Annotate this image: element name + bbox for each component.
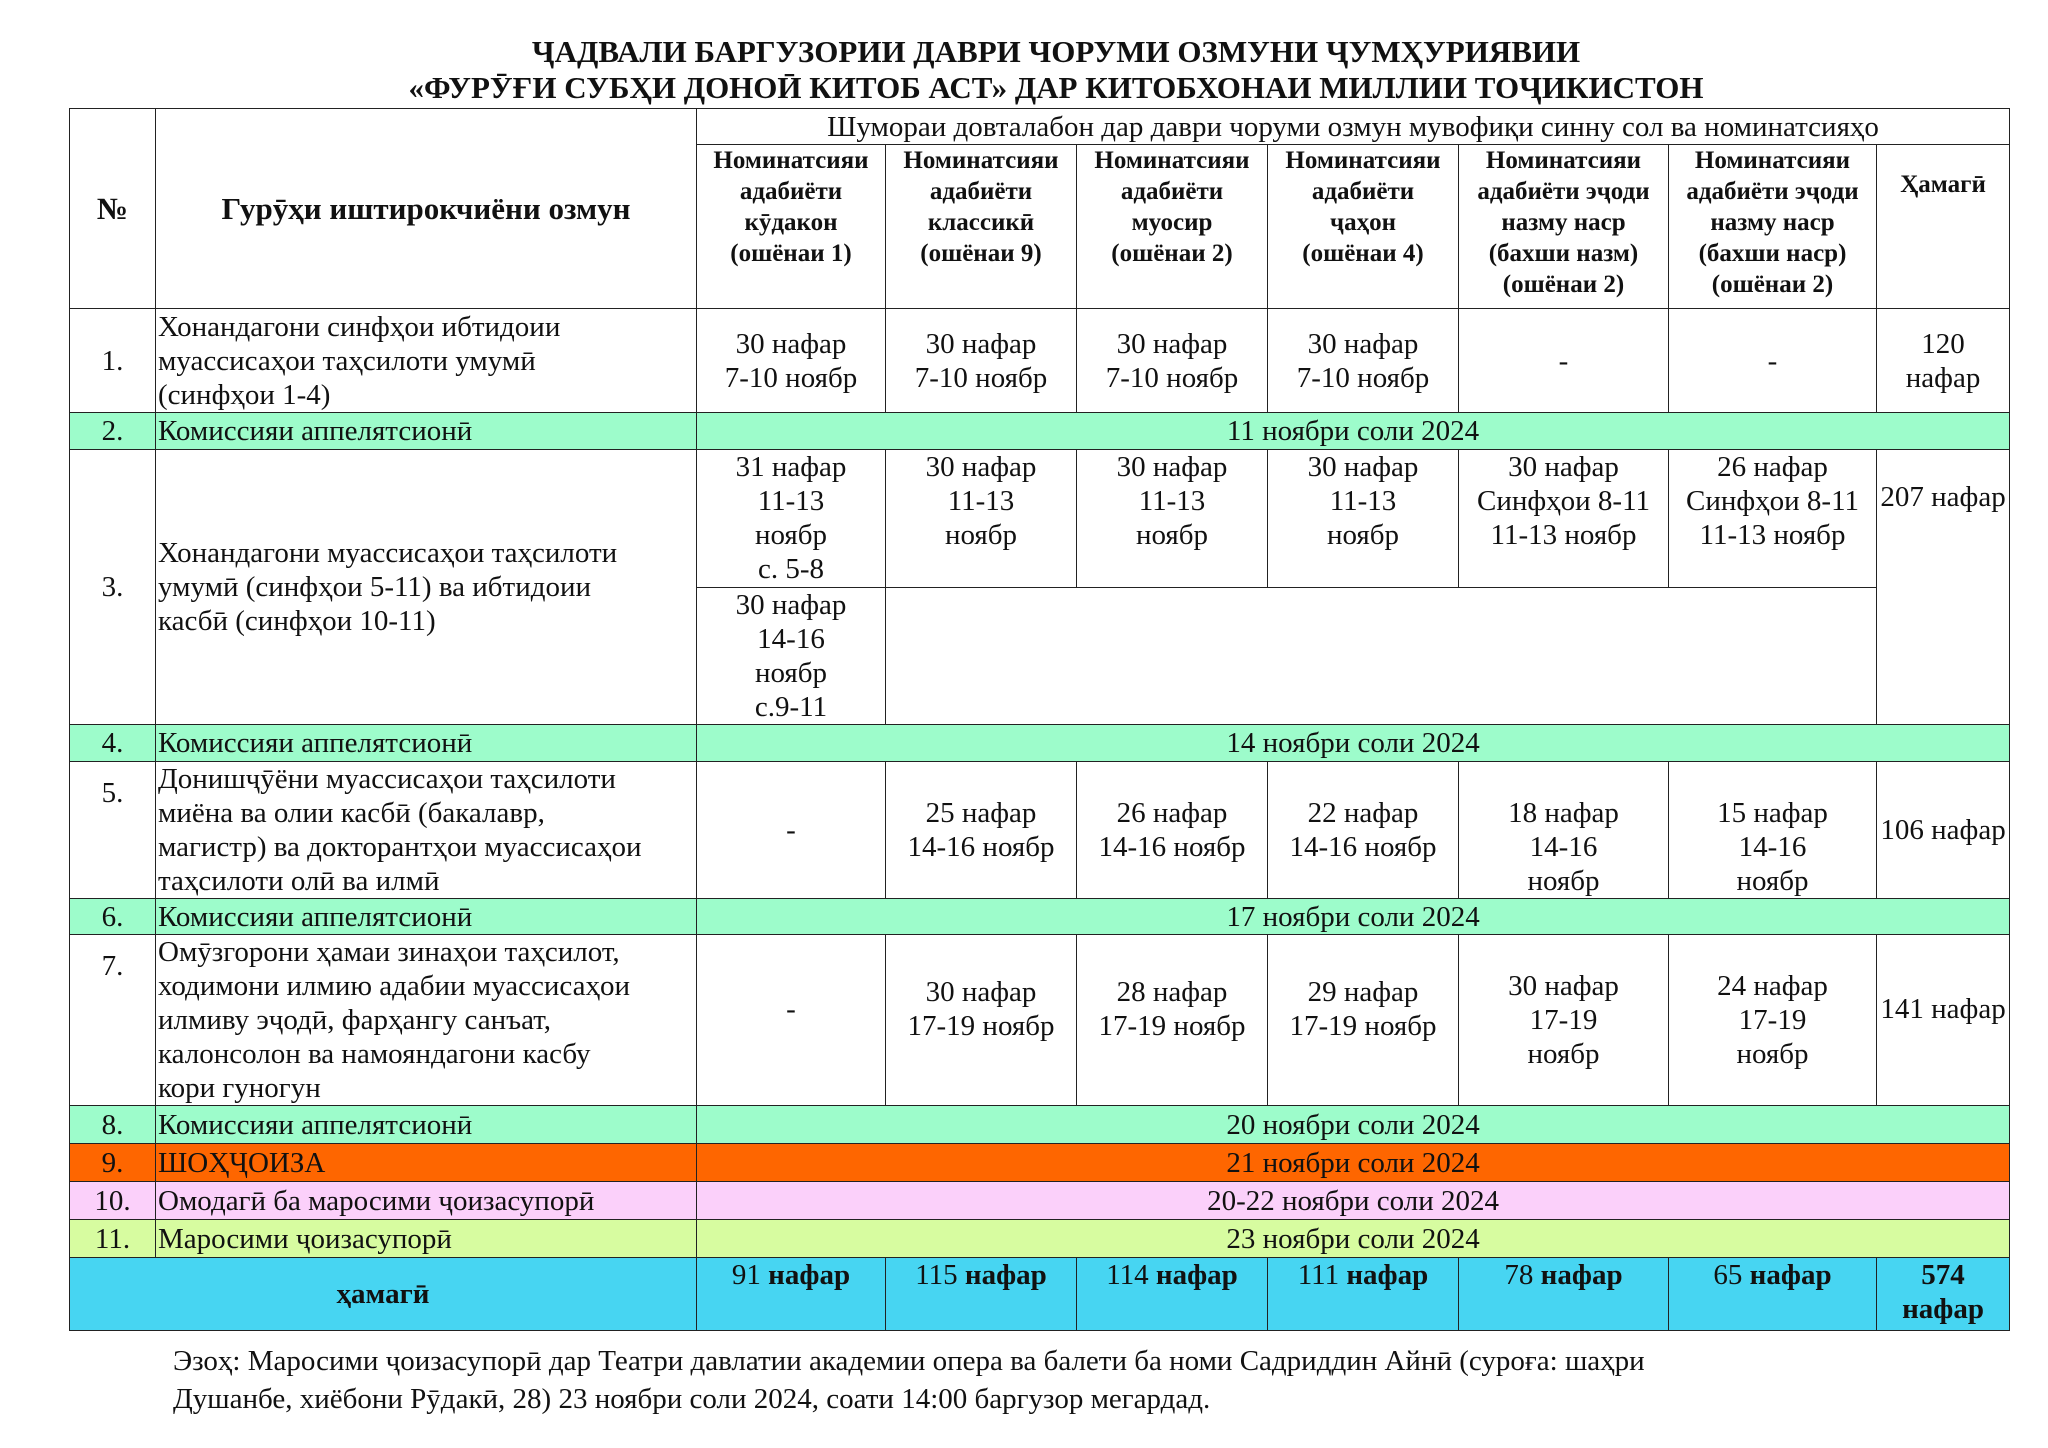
total-cell: 65 нафар (1669, 1258, 1877, 1331)
document-title-line2: «ФУРӮҒИ СУБҲИ ДОНОӢ КИТОБ АСТ» ДАР КИТОБХОНАИ МИЛЛИИ ТОҶИКИСТОН (408, 70, 1704, 105)
row-date: 23 ноябри соли 2024 (697, 1220, 2010, 1258)
total-cell: 91 нафар (697, 1258, 886, 1331)
table-cell: 26 нафар 14-16 ноябр (1077, 762, 1268, 899)
table-cell: 30 нафар 11-13 ноябр (1268, 450, 1459, 588)
header-nomination-4: Номинатсияи адабиёти ҷаҳон (ошёнаи 4) (1268, 145, 1459, 309)
footnote-line2: Душанбе, хиёбони Рӯдакӣ, 28) 23 ноябри соли 2024, соати 14:00 баргузор мегардад. (173, 1383, 1211, 1415)
table-cell: 30 нафар 11-13 ноябр (1077, 450, 1268, 588)
table-cell: 22 нафар 14-16 ноябр (1268, 762, 1459, 899)
table-cell: 30 нафар Синфҳои 8-11 11-13 ноябр (1459, 450, 1669, 588)
row-number: 4. (70, 725, 156, 762)
row-group: Омодагӣ ба маросими ҷоизасупорӣ (156, 1182, 697, 1220)
grand-total: 574 нафар (1877, 1258, 2010, 1331)
document-title-line1: ҶАДВАЛИ БАРГУЗОРИИ ДАВРИ ЧОРУМИ ОЗМУНИ ҶУМҲУРИЯВИИ (531, 34, 1581, 69)
header-nomination-5: Номинатсияи адабиёти эҷоди назму наср (бахши назм) (ошёнаи 2) (1459, 145, 1669, 309)
total-cell: 114 нафар (1077, 1258, 1268, 1331)
table-cell: 28 нафар 17-19 ноябр (1077, 935, 1268, 1106)
table-cell: 18 нафар 14-16 ноябр (1459, 762, 1669, 899)
total-cell: 78 нафар (1459, 1258, 1669, 1331)
table-cell: - (697, 762, 886, 899)
table-row (70, 309, 2010, 413)
row-total: 120 нафар (1877, 309, 2010, 413)
total-cell: 111 нафар (1268, 1258, 1459, 1331)
footnote (173, 1342, 1933, 1418)
table-row (70, 762, 2010, 899)
row-number: 1. (70, 309, 156, 413)
header-nomination-3: Номинатсияи адабиёти муосир (ошёнаи 2) (1077, 145, 1268, 309)
row-group: ШОҲҶОИЗА (156, 1144, 697, 1182)
empty-cell (886, 588, 1877, 725)
totals-label: ҳамагӣ (70, 1258, 697, 1331)
row-group: Комиссияи аппелятсионӣ (156, 1106, 697, 1144)
row-number: 3. (70, 450, 156, 725)
table-cell: - (697, 935, 886, 1106)
row-group: Комиссияи аппелятсионӣ (156, 413, 697, 450)
row-group: Комиссияи аппелятсионӣ (156, 899, 697, 935)
table-row (70, 1106, 2010, 1144)
table-cell: 30 нафар 11-13 ноябр (886, 450, 1077, 588)
schedule-table (69, 108, 2010, 1331)
row-date: 17 ноябри соли 2024 (697, 899, 2010, 935)
table-cell: 30 нафар 7-10 ноябр (1268, 309, 1459, 413)
row-date: 21 ноябри соли 2024 (697, 1144, 2010, 1182)
row-number: 5. (70, 762, 156, 899)
table-cell: 31 нафар 11-13 ноябр с. 5-8 (697, 450, 886, 588)
row-group: Хонандагони муассисаҳои таҳсилоти умумӣ (синфҳои 5-11) ва ибтидоии касбӣ (синфҳои 10-11) (156, 450, 697, 725)
row-total: 207 нафар (1877, 450, 2010, 725)
footnote-line1: Эзоҳ: Маросими ҷоизасупорӣ дар Театри давлатии академии опера ва балети ба номи Садриддин Айнӣ (суроға: шаҳри (173, 1345, 1645, 1377)
table-cell: 30 нафар 7-10 ноябр (1077, 309, 1268, 413)
row-group: Хонандагони синфҳои ибтидоии муассисаҳои таҳсилоти умумӣ (синфҳои 1-4) (156, 309, 697, 413)
table-row (70, 899, 2010, 935)
table-cell: 25 нафар 14-16 ноябр (886, 762, 1077, 899)
table-row (70, 1182, 2010, 1220)
table-cell: 15 нафар 14-16 ноябр (1669, 762, 1877, 899)
row-date: 20-22 ноябри соли 2024 (697, 1182, 2010, 1220)
table-row (70, 1220, 2010, 1258)
header-nomination-2: Номинатсияи адабиёти классикӣ (ошёнаи 9) (886, 145, 1077, 309)
row-number: 8. (70, 1106, 156, 1144)
row-number: 9. (70, 1144, 156, 1182)
header-nomination-1: Номинатсияи адабиёти кӯдакон (ошёнаи 1) (697, 145, 886, 309)
row-total: 106 нафар (1877, 762, 2010, 899)
row-date: 11 ноябри соли 2024 (697, 413, 2010, 450)
header-total: Ҳамагӣ (1877, 145, 2010, 309)
table-row (70, 1144, 2010, 1182)
header-applicants-count: Шумораи довталабон дар даври чоруми озмун мувофиқи синну сол ва номинатсияҳо (697, 109, 2010, 145)
row-group: Донишҷӯёни муассисаҳои таҳсилоти миёна ва олии касбӣ (бакалавр, магистр) ва докторантҳои муассисаҳои таҳсилоти олӣ ва илмӣ (156, 762, 697, 899)
table-cell: 30 нафар 17-19 ноябр (1459, 935, 1669, 1106)
table-cell: 29 нафар 17-19 ноябр (1268, 935, 1459, 1106)
table-row (70, 413, 2010, 450)
totals-row (70, 1258, 2010, 1331)
row-group: Комиссияи аппелятсионӣ (156, 725, 697, 762)
row-date: 20 ноябри соли 2024 (697, 1106, 2010, 1144)
row-number: 10. (70, 1182, 156, 1220)
row-group: Омӯзгорони ҳамаи зинаҳои таҳсилот, ходимони илмию адабии муассисаҳои илмиву эҷодӣ, фарҳангу санъат, калонсолон ва намояндагони касбу кори гуногун (156, 935, 697, 1106)
total-cell: 115 нафар (886, 1258, 1077, 1331)
table-cell: 30 нафар 7-10 ноябр (697, 309, 886, 413)
row-number: 2. (70, 413, 156, 450)
table-row (70, 935, 2010, 1106)
header-group: Гурӯҳи иштирокчиёни озмун (156, 109, 697, 309)
table-row (70, 725, 2010, 762)
table-cell: 30 нафар 7-10 ноябр (886, 309, 1077, 413)
row-number: 6. (70, 899, 156, 935)
table-row (70, 450, 2010, 588)
table-cell: 24 нафар 17-19 ноябр (1669, 935, 1877, 1106)
header-number: № (70, 109, 156, 309)
row-date: 14 ноябри соли 2024 (697, 725, 2010, 762)
table-cell: 30 нафар 17-19 ноябр (886, 935, 1077, 1106)
table-cell: 26 нафар Синфҳои 8-11 11-13 ноябр (1669, 450, 1877, 588)
header-nomination-6: Номинатсияи адабиёти эҷоди назму наср (бахши наср) (ошёнаи 2) (1669, 145, 1877, 309)
table-cell: - (1669, 309, 1877, 413)
row-total: 141 нафар (1877, 935, 2010, 1106)
table-cell: 30 нафар 14-16 ноябр с.9-11 (697, 588, 886, 725)
row-number: 11. (70, 1220, 156, 1258)
row-group: Маросими ҷоизасупорӣ (156, 1220, 697, 1258)
row-number: 7. (70, 935, 156, 1106)
table-cell: - (1459, 309, 1669, 413)
